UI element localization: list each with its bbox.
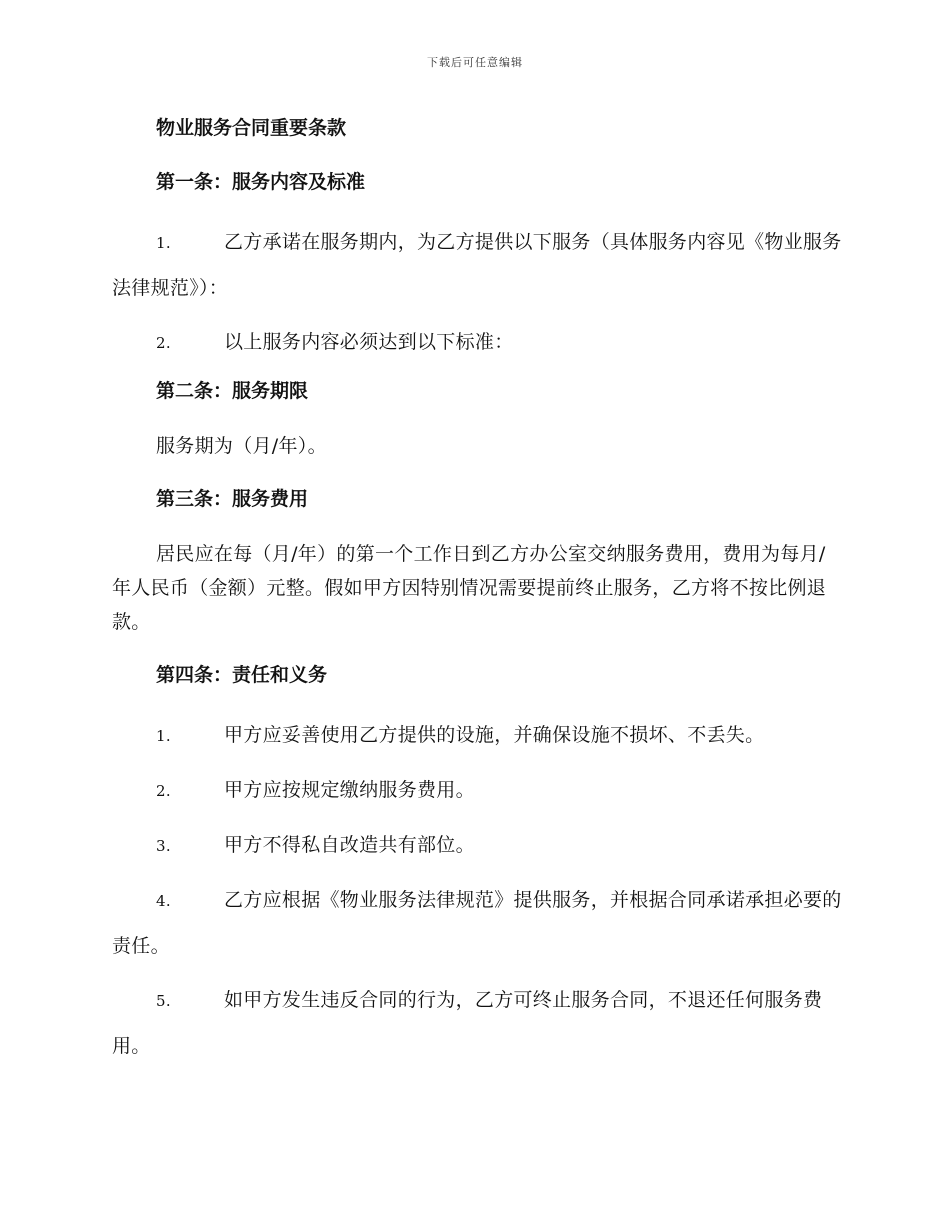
list-item	[112, 713, 842, 759]
list-item	[112, 878, 842, 969]
list-item-number: 3.	[156, 837, 171, 855]
list-item	[112, 823, 842, 869]
list-item-number: 4.	[156, 892, 171, 910]
list-item-number: 1.	[156, 727, 171, 745]
list-item	[112, 220, 842, 311]
article-2-text: 服务期为（月/年）。	[156, 435, 327, 457]
list-item	[112, 320, 842, 366]
article-3-text: 居民应在每（月/年）的第一个工作日到乙方办公室交纳服务费用，费用为每月/年人民币（金额）元整。假如甲方因特别情况需要提前终止服务，乙方将不按比例退款。	[112, 543, 827, 633]
list-item-text: 甲方应按规定缴纳服务费用。	[224, 779, 475, 801]
list-item-text: 乙方承诺在服务期内，为乙方提供以下服务（具体服务内容见《物业服务法律规范》）：	[112, 231, 842, 299]
article-1-heading: 第一条：服务内容及标准	[156, 171, 366, 193]
list-item-number: 1.	[156, 234, 171, 252]
list-item-number: 2.	[156, 782, 171, 800]
list-item-text: 以上服务内容必须达到以下标准：	[224, 331, 514, 353]
document-body	[112, 112, 842, 1078]
list-item-text: 如甲方发生违反合同的行为，乙方可终止服务合同，不退还任何服务费用。	[112, 989, 823, 1057]
list-item-text: 甲方应妥善使用乙方提供的设施，并确保设施不损坏、不丢失。	[224, 724, 765, 746]
page-header-note: 下载后可任意编辑	[427, 56, 523, 69]
document-title: 物业服务合同重要条款	[156, 117, 347, 139]
list-item-text: 乙方应根据《物业服务法律规范》提供服务，并根据合同承诺承担必要的责任。	[112, 889, 842, 957]
list-item-text: 甲方不得私自改造共有部位。	[224, 834, 475, 856]
list-item	[112, 978, 842, 1069]
list-item-number: 5.	[156, 992, 171, 1010]
article-2-heading: 第二条：服务期限	[156, 380, 309, 402]
article-4-heading: 第四条：责任和义务	[156, 664, 328, 686]
article-3-heading: 第三条：服务费用	[156, 488, 309, 510]
list-item	[112, 768, 842, 814]
list-item-number: 2.	[156, 334, 171, 352]
